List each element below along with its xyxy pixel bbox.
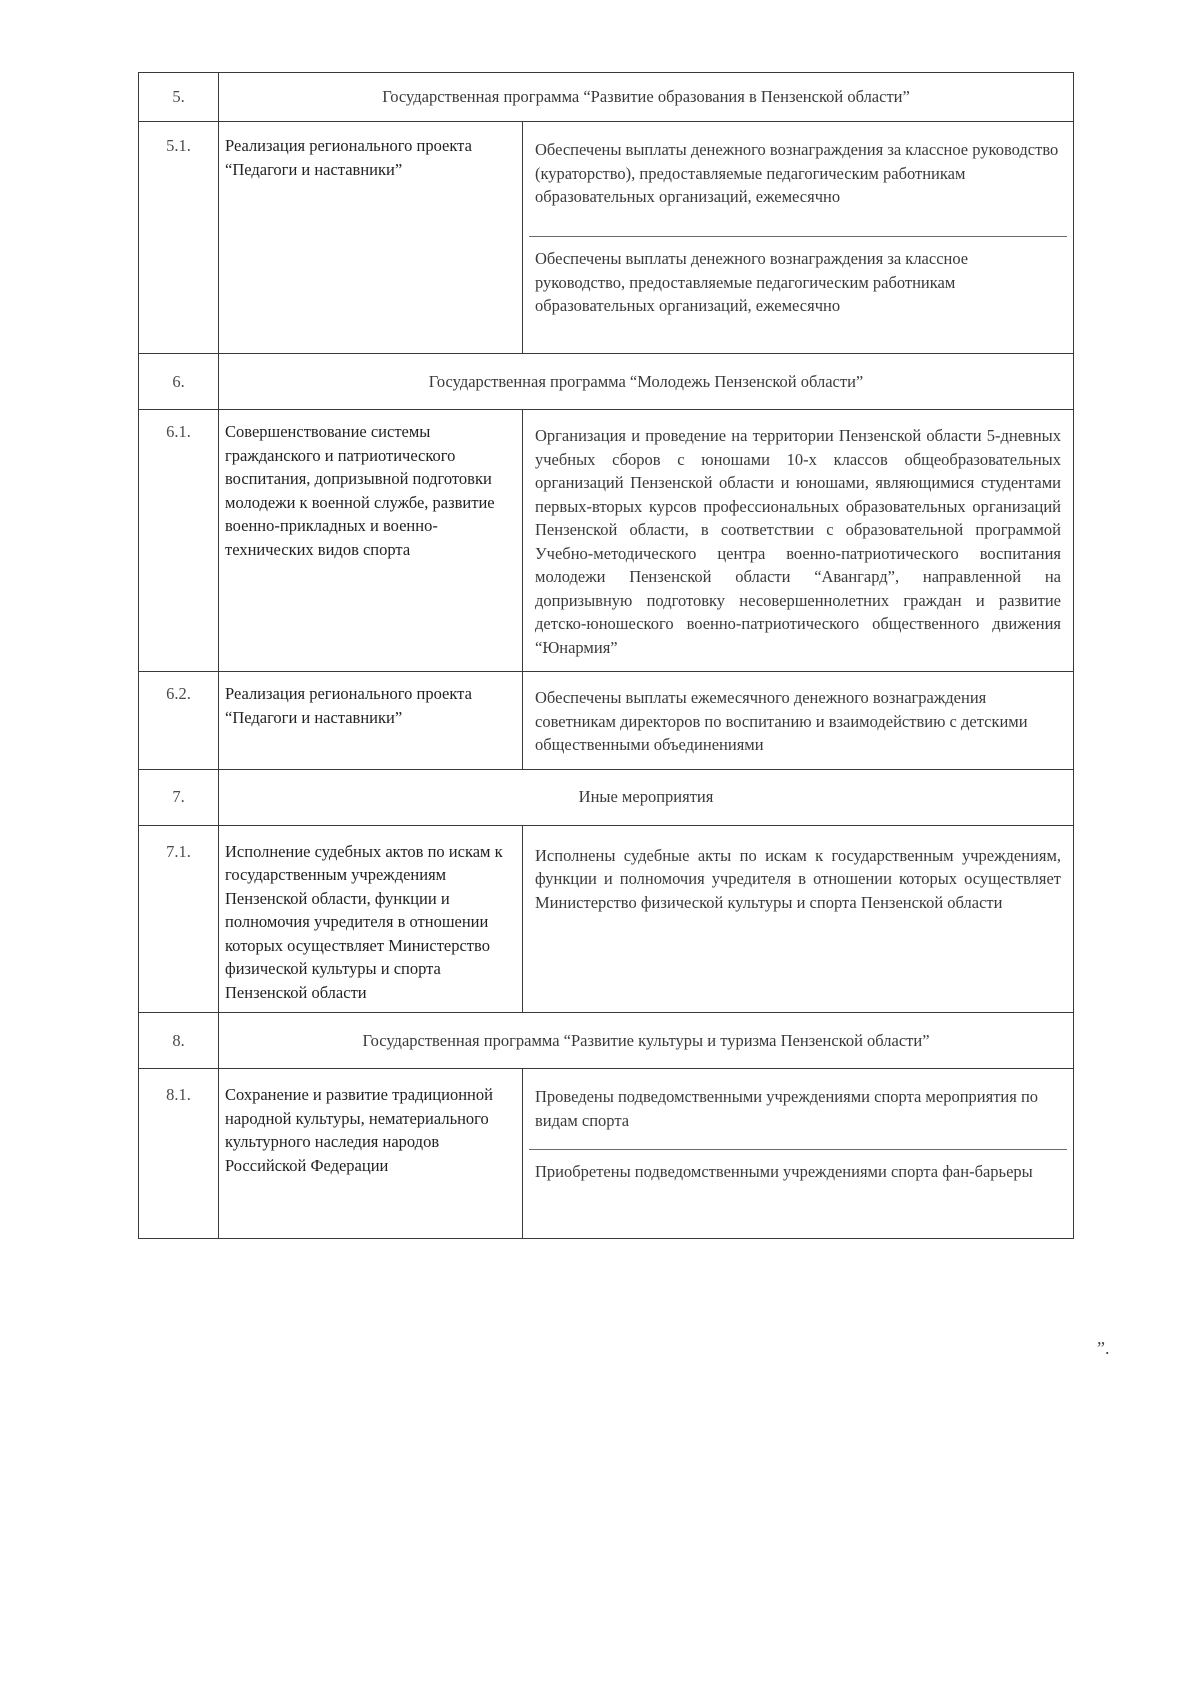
table-row bbox=[139, 672, 1074, 770]
section-row bbox=[139, 769, 1074, 825]
result-cell bbox=[523, 410, 1074, 672]
result-text: Приобретены подведомственными учреждениями спорта фан-барьеры bbox=[529, 1149, 1067, 1190]
activity-name: Совершенствование системы гражданского и патриотического воспитания, допризывной подготовки молодежи к военной службе, развитие военно-прикладных и военно-технических видов спорта bbox=[219, 410, 523, 672]
row-number: 8.1. bbox=[139, 1069, 219, 1239]
table-row bbox=[139, 410, 1074, 672]
activity-name: Реализация регионального проекта “Педагоги и наставники” bbox=[219, 672, 523, 770]
section-title: Государственная программа “Развитие образования в Пензенской области” bbox=[219, 73, 1074, 122]
row-number: 6.2. bbox=[139, 672, 219, 770]
result-text: Обеспечены выплаты денежного вознаграждения за классное руководство, предоставляемые педагогическим работникам образовательных организаций, ежемесячно bbox=[529, 236, 1067, 324]
section-title: Государственная программа “Развитие культуры и туризма Пензенской области” bbox=[219, 1013, 1074, 1069]
result-text: Проведены подведомственными учреждениями спорта мероприятия по видам спорта bbox=[535, 1087, 1039, 1130]
activity-name: Реализация регионального проекта “Педагоги и наставники” bbox=[219, 122, 523, 354]
result-text: Обеспечены выплаты денежного вознаграждения за классное руководство (кураторство), предоставляемые педагогическим работникам образовательных организаций, ежемесячно bbox=[535, 140, 1059, 206]
section-title: Государственная программа “Молодежь Пензенской области” bbox=[219, 354, 1074, 410]
section-title: Иные мероприятия bbox=[219, 769, 1074, 825]
row-number: 5.1. bbox=[139, 122, 219, 354]
row-number: 7.1. bbox=[139, 825, 219, 1013]
section-number: 6. bbox=[139, 354, 219, 410]
result-text: Организация и проведение на территории Пензенской области 5-дневных учебных сборов с юношами 10-х классов общеобразовательных организаций Пензенской области и юношами, являющимися студентами первых-вторых курсов профессиональных образовательных организаций Пензенской области, в соответствии с образовательной программой Учебно-методического центра военно-патриотического воспитания молодежи Пензенской области “Авангард”, направленной на допризывную подготовку несовершеннолетних граждан и развитие детско-юношеского военно-патриотического общественного движения “Юнармия” bbox=[535, 426, 1062, 657]
table-row bbox=[139, 1069, 1074, 1239]
table-row bbox=[139, 122, 1074, 354]
section-number: 5. bbox=[139, 73, 219, 122]
result-text: Обеспечены выплаты ежемесячного денежного вознаграждения советникам директоров по воспитанию и взаимодействию с детскими общественными объединениями bbox=[535, 688, 1028, 754]
activity-name: Исполнение судебных актов по искам к государственным учреждениям Пензенской области, функции и полномочия учредителя в отношении которых осуществляет Министерство физической культуры и спорта Пензенской области bbox=[219, 825, 523, 1013]
closing-quote-mark: ”. bbox=[1097, 1338, 1110, 1358]
activities-table bbox=[138, 72, 1074, 1239]
result-cell bbox=[523, 122, 1074, 354]
activity-name: Сохранение и развитие традиционной народной культуры, нематериального культурного наследия народов Российской Федерации bbox=[219, 1069, 523, 1239]
result-cell bbox=[523, 672, 1074, 770]
result-text: Исполнены судебные акты по искам к государственным учреждениям, функции и полномочия учредителя в отношении которых осуществляет Министерство физической культуры и спорта Пензенской области bbox=[535, 845, 1062, 912]
section-row bbox=[139, 354, 1074, 410]
result-cell bbox=[523, 1069, 1074, 1239]
section-number: 7. bbox=[139, 769, 219, 825]
result-cell bbox=[523, 825, 1074, 1013]
row-number: 6.1. bbox=[139, 410, 219, 672]
section-number: 8. bbox=[139, 1013, 219, 1069]
section-row bbox=[139, 73, 1074, 122]
section-row bbox=[139, 1013, 1074, 1069]
table-row bbox=[139, 825, 1074, 1013]
